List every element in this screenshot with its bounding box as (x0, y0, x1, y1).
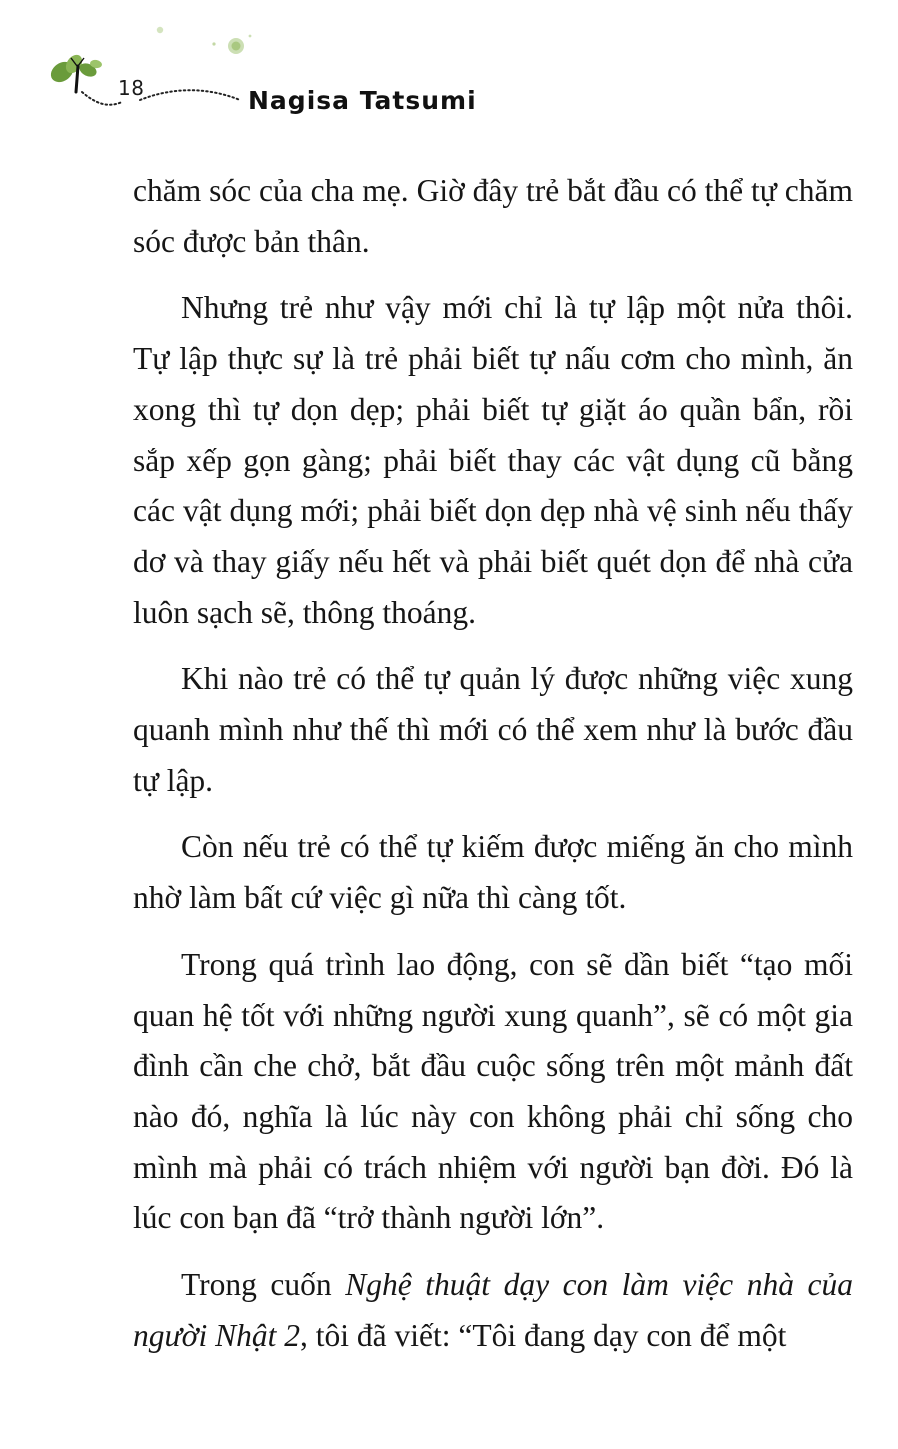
paragraph (133, 1260, 853, 1361)
author-name: Nagisa Tatsumi (248, 86, 477, 115)
running-header (0, 0, 898, 130)
paragraph-trail: , tôi đã viết: “Tôi đang dạy con để một (300, 1317, 787, 1353)
page-number: 18 (118, 76, 145, 100)
paragraph: Khi nào trẻ có thể tự quản lý được những việc xung quanh mình như thế thì mới có thể xem như là bước đầu tự lập. (133, 661, 853, 798)
body-text (133, 166, 853, 1377)
paragraph-lead: Trong cuốn (181, 1267, 346, 1303)
paragraph: chăm sóc của cha mẹ. Giờ đây trẻ bắt đầu có thể tự chăm sóc được bản thân. (133, 173, 853, 259)
paragraph: Còn nếu trẻ có thể tự kiếm được miếng ăn cho mình nhờ làm bất cứ việc gì nữa thì càng tốt. (133, 829, 853, 916)
paragraph: Nhưng trẻ như vậy mới chỉ là tự lập một nửa thôi. Tự lập thực sự là trẻ phải biết tự nấu cơm cho mình, ăn xong thì tự dọn dẹp; phải biết tự giặt áo quần bẩn, rồi sắp xếp gọn gàng; phải biết thay các vật dụng cũ bằng các vật dụng mới; phải biết dọn dẹp nhà vệ sinh nếu thấy dơ và thay giấy nếu hết và phải biết quét dọn để nhà cửa luôn sạch sẽ, thông thoáng. (133, 290, 853, 630)
paragraph: Trong quá trình lao động, con sẽ dần biết “tạo mối quan hệ tốt với những người xung quanh”, sẽ có một gia đình cần che chở, bắt đầu cuộc sống trên một mảnh đất nào đó, nghĩa là lúc này con không phải chỉ sống cho mình mà phải có trách nhiệm với người bạn đời. Đó là lúc con bạn đã “trở thành người lớn”. (133, 946, 853, 1236)
book-title: Nghệ thuật dạy con làm việc nhà của người Nhật 2 (133, 1267, 853, 1353)
